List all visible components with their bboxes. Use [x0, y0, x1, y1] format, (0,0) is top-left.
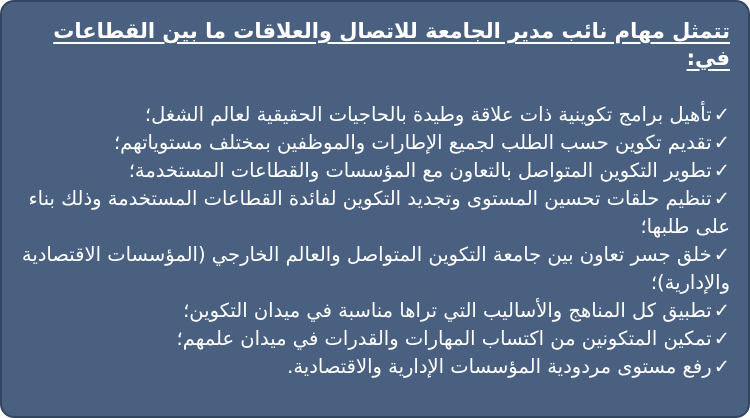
- list-item: [20, 185, 730, 241]
- list-item: [20, 129, 730, 157]
- checkmark-icon: ✓: [713, 354, 730, 378]
- list-item: [20, 353, 730, 381]
- checkmark-icon: ✓: [713, 326, 730, 350]
- list-item-text: تأهيل برامج تكوينية ذات علاقة وطيدة بالحاجيات الحقيقية لعالم الشغل؛: [144, 102, 712, 126]
- checkmark-icon: ✓: [713, 186, 730, 210]
- checkmark-icon: ✓: [713, 158, 730, 182]
- list-item: [20, 297, 730, 325]
- list-item-text: رفع مستوى مردودية المؤسسات الإدارية والاقتصادية.: [287, 354, 712, 378]
- list-item-text: تطوير التكوين المتواصل بالتعاون مع المؤسسات والقطاعات المستخدمة؛: [128, 158, 712, 182]
- list-item-text: خلق جسر تعاون بين جامعة التكوين المتواصل والعالم الخارجي (المؤسسات الاقتصادية والإدارية)؛: [21, 242, 730, 294]
- list-item-text: تقديم تكوين حسب الطلب لجميع الإطارات والموظفين بمختلف مستوياتهم؛: [113, 130, 712, 154]
- list-item-text: تمكين المتكونين من اكتساب المهارات والقدرات في ميدان علمهم؛: [176, 326, 712, 350]
- list-item: [20, 241, 730, 297]
- list-item: [20, 325, 730, 353]
- list-item: [20, 157, 730, 185]
- checkmark-icon: ✓: [713, 102, 730, 126]
- checkmark-icon: ✓: [713, 298, 730, 322]
- list-item: [20, 101, 730, 129]
- list-item-text: تطبيق كل المناهج والأساليب التي تراها مناسبة في ميدان التكوين؛: [183, 298, 712, 322]
- list-item-text: تنظيم حلقات تحسين المستوى وتجديد التكوين لفائدة القطاعات المستخدمة وذلك بناء على طلبها؛: [28, 186, 730, 238]
- panel-title: تتمثل مهام نائب مدير الجامعة للاتصال والعلاقات ما بين القطاعات في:: [53, 19, 730, 71]
- tasks-list: [20, 101, 730, 381]
- checkmark-icon: ✓: [713, 242, 730, 266]
- checkmark-icon: ✓: [713, 130, 730, 154]
